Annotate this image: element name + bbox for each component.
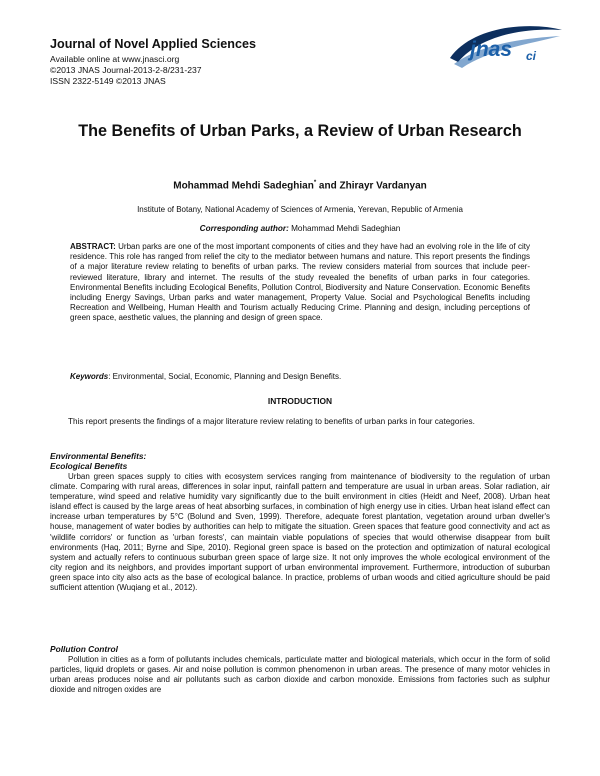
- article-title: The Benefits of Urban Parks, a Review of Urban Research: [78, 122, 522, 140]
- ecological-benefits-heading: Ecological Benefits: [50, 461, 128, 471]
- environmental-benefits-heading: Environmental Benefits:: [50, 451, 147, 461]
- keywords-label: Keywords: [70, 372, 109, 381]
- journal-header: [50, 37, 256, 87]
- corresponding-name: Mohammad Mehdi Sadeghian: [288, 224, 401, 233]
- abstract-text: Urban parks are one of the most important components of cities and they have had an evolving role in the life of city residence. This role has ranged from relief the city to the mediator between humans and nature. This report presents the findings of a major literature review relating to benefits of urban parks. The review considers material from sources that include peer-reviewed literature, library and internet. The results of the study revealed the benefits of urban parks in four categories. Environmental Benefits including Ecological Benefits, Pollution Control, Biodiversity and Nature Conservation. Economic Benefits including Energy Savings, Urban parks and water management, Property Value. Social and Psychological Benefits including Recreation and Wellbeing, Human Health and Tourism actually Reducing Crime. Planning and design, including perceptions of green space, aesthetic values, the planning and design of green space.: [70, 242, 530, 323]
- author-line: [40, 180, 560, 191]
- availability-line: Available online at www.jnasci.org: [50, 54, 180, 64]
- subheading-environmental: [50, 451, 146, 471]
- intro-paragraph: This report presents the findings of a major literature review relating to benefits of urban parks in four categories.: [68, 417, 475, 426]
- issn-line: ISSN 2322-5149 ©2013 JNAS: [50, 76, 166, 86]
- author-2: and Zhirayr Vardanyan: [316, 180, 427, 192]
- copyright-line: ©2013 JNAS Journal-2013-2-8/231-237: [50, 65, 202, 75]
- pollution-paragraph: Pollution in cities as a form of pollutants includes chemicals, particulate matter and biological materials, which occur in the form of solid particles, liquid droplets or gases. Air and noise pollution is common phenomenon in urban areas. The presence of many motor vehicles in urban areas produces noise and air pollutants such as carbon dioxide and carbon monoxide. Emissions from factories such as sulphur dioxide and nitrogen oxides are: [50, 655, 550, 695]
- section-heading-introduction: INTRODUCTION: [267, 396, 333, 406]
- pollution-control-heading: Pollution Control: [50, 644, 118, 654]
- svg-text:jnas: jnas: [470, 38, 513, 61]
- keywords: [70, 372, 530, 381]
- affiliation: Institute of Botany, National Academy of Sciences of Armenia, Yerevan, Republic of Armenia: [137, 205, 463, 214]
- jnasci-logo: [444, 22, 566, 72]
- author-1: Mohammad Mehdi Sadeghian: [173, 180, 314, 192]
- corresponding-mark: *: [313, 180, 317, 186]
- abstract-label: ABSTRACT:: [70, 242, 116, 251]
- svg-text:ci: ci: [526, 49, 537, 63]
- abstract: [70, 242, 530, 324]
- corresponding-label: Corresponding author:: [199, 224, 289, 233]
- keywords-text: : Environmental, Social, Economic, Planning and Design Benefits.: [108, 372, 342, 381]
- corresponding-author: [40, 224, 560, 233]
- ecological-paragraph: Urban green spaces supply to cities with ecosystem services ranging from maintenance of biodiversity to the regulation of urban climate. Comparing with rural areas, differences in solar input, rainfall pattern and temperature are usual in urban areas. Solar radiation, air temperature, wind speed and relative humidity vary significantly due to the built environment in cities (Heidt and Neef, 2008). Urban heat island effect is caused by the large areas of heat absorbing surfaces, in combination of high energy use in cities. Urban heat island effect can increase urban temperatures by 5°C (Bolund and Sven, 1999). Therefore, adequate forest plantation, vegetation around urban dweller's house, management of water bodies by authorities can help to mitigate the situation. Green spaces that feature good connectivity and act as 'wildlife corridors' or function as 'urban forests', can maintain viable populations of species that would otherwise disappear from built environments (Haq, 2011; Byrne and Sipe, 2010). Regional green space is based on the protection and optimization of natural ecological system and actually refers to continuous suburban green space of large size. It not only improves the whole ecological environment of the city region and its neighbors, and provides important support of urban environmental improvement. Furthermore, introduction of suburban green space into city also acts as the base of ecological balance. In practice, problems of urban woods and citied agriculture should be paid sufficient attention (Wuqiang et al., 2012).: [50, 472, 550, 593]
- journal-name: Journal of Novel Applied Sciences: [50, 37, 256, 51]
